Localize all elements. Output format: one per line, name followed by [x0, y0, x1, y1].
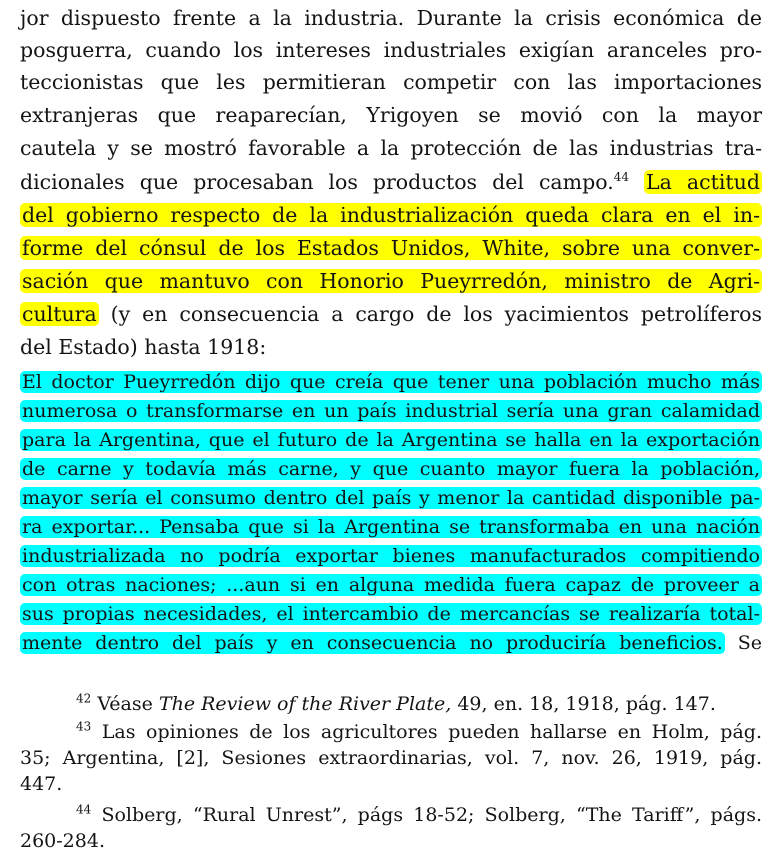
- footnote-43: $^{43}$ Las opiniones de los agricultores pueden hallarse en Holm, pág.: [76, 719, 762, 743]
- quote-line: [20, 629, 762, 657]
- footnote-number: 42: [76, 691, 92, 706]
- body-line: jor dispuesto frente a la industria. Durante la crisis económica de: [20, 6, 762, 30]
- yellow-highlight: cultura: [22, 302, 97, 326]
- body-text: dicionales que procesaban los productos del campo.: [20, 170, 614, 194]
- yellow-highlight: sación que mantuvo con Honorio Pueyrredón, ministro de Agri-: [22, 269, 760, 293]
- yellow-highlight: del gobierno respecto de la industrialización queda clara en el in-: [22, 203, 760, 227]
- quote-line: [20, 571, 762, 599]
- quote-line: [20, 397, 762, 425]
- quote-line: [20, 455, 762, 483]
- footnote-43-cont: 35; Argentina, [2], Sesiones extraordinarias, vol. 7, nov. 26, 1919, pág.: [20, 747, 762, 769]
- body-text: Se: [737, 632, 762, 654]
- body-line: posguerra, cuando los intereses industriales exigían aranceles pro-: [20, 38, 762, 62]
- cyan-highlight: sus propias necesidades, el intercambio de mercancías se realizaría total-: [22, 603, 760, 625]
- quote-line: [20, 513, 762, 541]
- cyan-highlight: mente dentro del país y en consecuencia no produciría beneficios.: [22, 632, 723, 654]
- footnote-ref-44: 44: [613, 170, 629, 185]
- footnote-44-cont: 260-284.: [20, 830, 105, 852]
- footnote-43-cont: 447.: [20, 773, 63, 795]
- footnote-title: The Review of the River Plate,: [158, 693, 452, 715]
- footnote-number: 44: [76, 802, 92, 817]
- body-line: del Estado) hasta 1918:: [20, 335, 267, 359]
- cyan-highlight: El doctor Pueyrredón dijo que creía que tener una población mucho más: [22, 371, 760, 393]
- highlighted-line: [20, 201, 762, 229]
- footnote-number: 43: [76, 719, 92, 734]
- body-line-with-highlight: [20, 168, 762, 196]
- body-line-with-highlight: [20, 300, 762, 328]
- quote-line: [20, 542, 762, 570]
- footnote-44: $^{44}$ Solberg, “Rural Unrest”, págs 18-52; Solberg, “The Tariff”, págs.: [76, 802, 762, 826]
- highlighted-line: [20, 267, 762, 295]
- cyan-highlight: para la Argentina, que el futuro de la Argentina se halla en la exportación: [22, 429, 760, 451]
- body-line: extranjeras que reaparecían, Yrigoyen se movió con la mayor: [20, 103, 762, 127]
- quote-line: [20, 426, 762, 454]
- body-line: teccionistas que les permitieran competir con las importaciones: [20, 70, 762, 94]
- quote-line: [20, 600, 762, 628]
- cyan-highlight: numerosa o transformarse en un país industrial sería una gran calamidad: [22, 400, 760, 422]
- cyan-highlight: con otras naciones; ...aun si en alguna medida fuera capaz de proveer a: [22, 574, 760, 596]
- cyan-highlight: de carne y todavía más carne, y que cuanto mayor fuera la población,: [22, 458, 760, 480]
- yellow-highlight: forme del cónsul de los Estados Unidos, White, sobre una conver-: [22, 236, 760, 260]
- body-line: cautela y se mostró favorable a la protección de las industrias tra-: [20, 136, 762, 160]
- body-text: (y en consecuencia a cargo de los yacimientos petrolíferos: [110, 302, 762, 326]
- highlighted-line: [20, 234, 762, 262]
- cyan-highlight: industrializada no podría exportar bienes manufacturados compitiendo: [22, 545, 760, 567]
- footnote-42: $^{42}$ Véase The Review of the River Plate, 49, en. 18, 1918, pág. 147.: [76, 691, 716, 715]
- cyan-highlight: ra exportar... Pensaba que si la Argentina se transformaba en una nación: [22, 516, 760, 538]
- quote-line: [20, 368, 762, 396]
- cyan-highlight: mayor sería el consumo dentro del país y menor la cantidad disponible pa-: [22, 487, 760, 509]
- quote-line: [20, 484, 762, 512]
- yellow-highlight: La actitud: [646, 170, 760, 194]
